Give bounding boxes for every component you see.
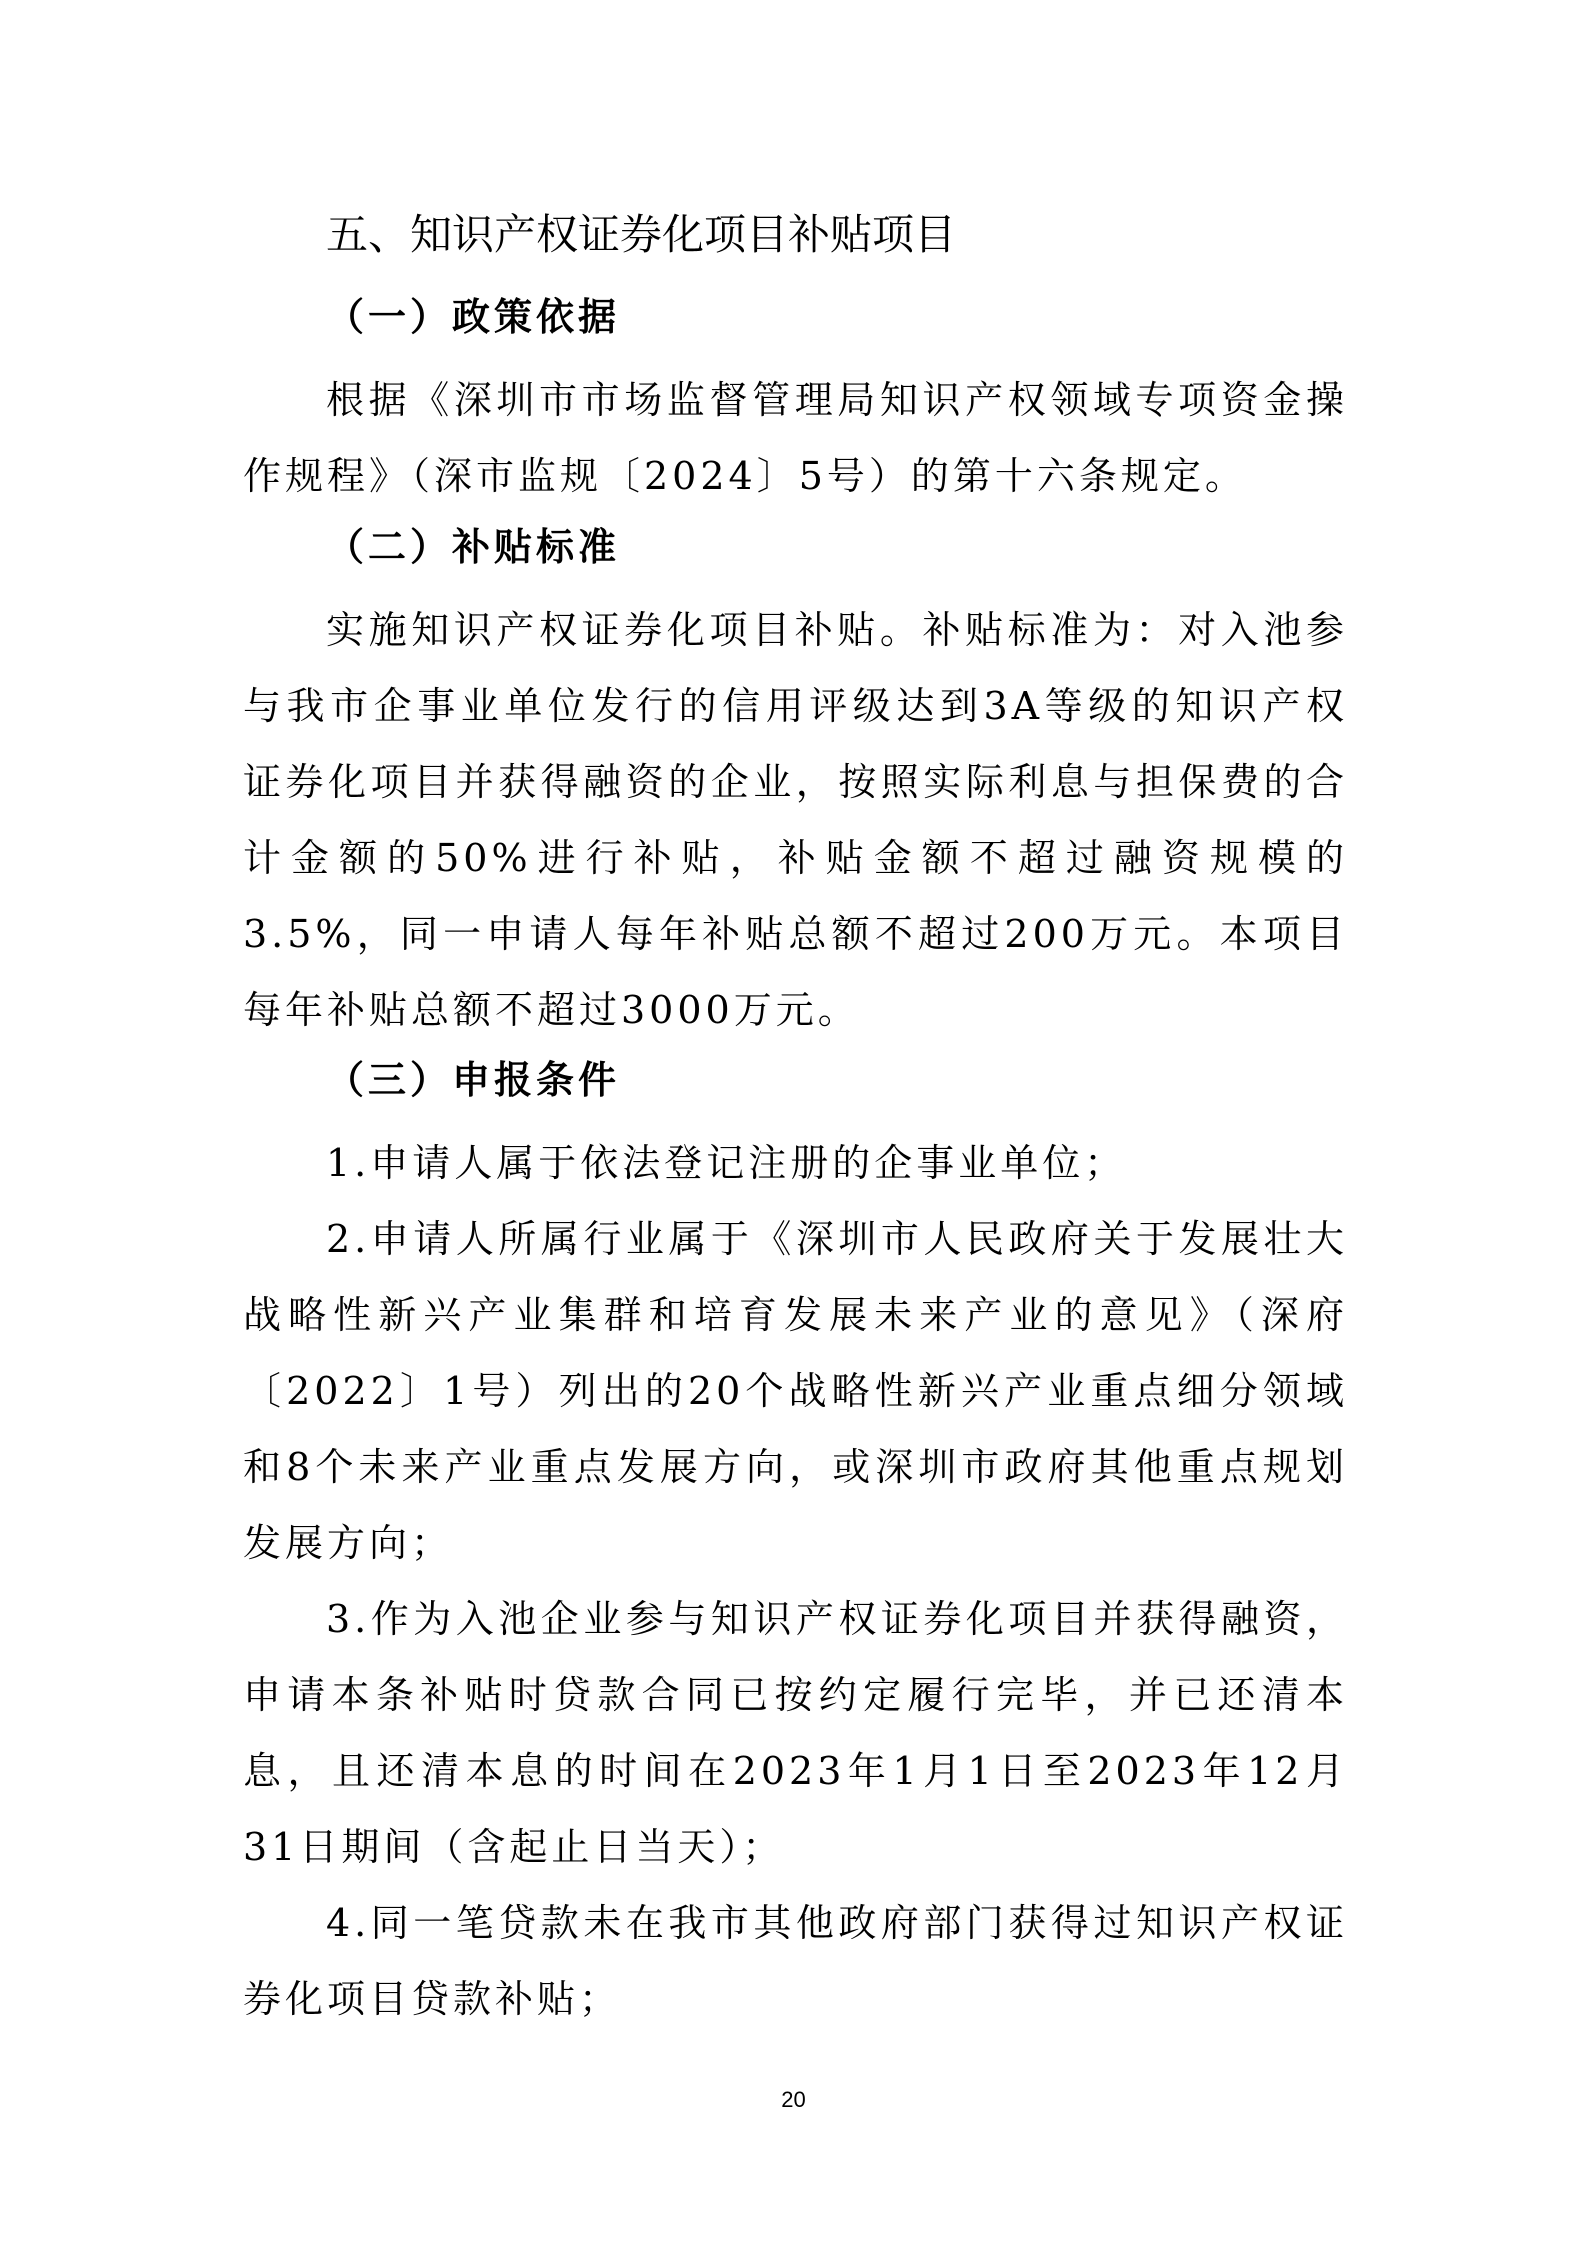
subsidy-standard-text: 实施知识产权证券化项目补贴。补贴标准为：对入池参与我市企事业单位发行的信用评级达到3A等级的知识产权证券化项目并获得融资的企业，按照实际利息与担保费的合计金额的50%进行补贴，补贴金额不超过融资规模的3.5%，同一申请人每年补贴总额不超过200万元。本项目每年补贴总额不超过3000万元。 <box>243 608 1348 1032</box>
condition-item-1: 1.申请人属于依法登记注册的企事业单位； <box>326 1141 1127 1185</box>
policy-basis-text: 根据《深圳市市场监督管理局知识产权领域专项资金操作规程》（深市监规〔2024〕5号）的第十六条规定。 <box>243 378 1348 498</box>
policy-basis-title: （一）政策依据 <box>326 294 621 339</box>
condition-item-4: 4.同一笔贷款未在我市其他政府部门获得过知识产权证券化项目贷款补贴； <box>243 1901 1348 2021</box>
subsidy-standard-title: （二）补贴标准 <box>326 524 621 569</box>
condition-item-2: 2.申请人所属行业属于《深圳市人民政府关于发展壮大战略性新兴产业集群和培育发展未来产业的意见》（深府〔2022〕1号）列出的20个战略性新兴产业重点细分领域和8个未来产业重点发展方向，或深圳市政府其他重点规划发展方向； <box>243 1217 1348 1565</box>
conditions-title: （三）申报条件 <box>326 1057 621 1102</box>
section-heading: 五、知识产权证券化项目补贴项目 <box>326 210 957 259</box>
condition-item-3: 3.作为入池企业参与知识产权证券化项目并获得融资，申请本条补贴时贷款合同已按约定履行完毕，并已还清本息，且还清本息的时间在2023年1月1日至2023年12月31日期间（含起止日当天）； <box>243 1597 1348 1869</box>
page-number: 20 <box>781 2087 806 2112</box>
